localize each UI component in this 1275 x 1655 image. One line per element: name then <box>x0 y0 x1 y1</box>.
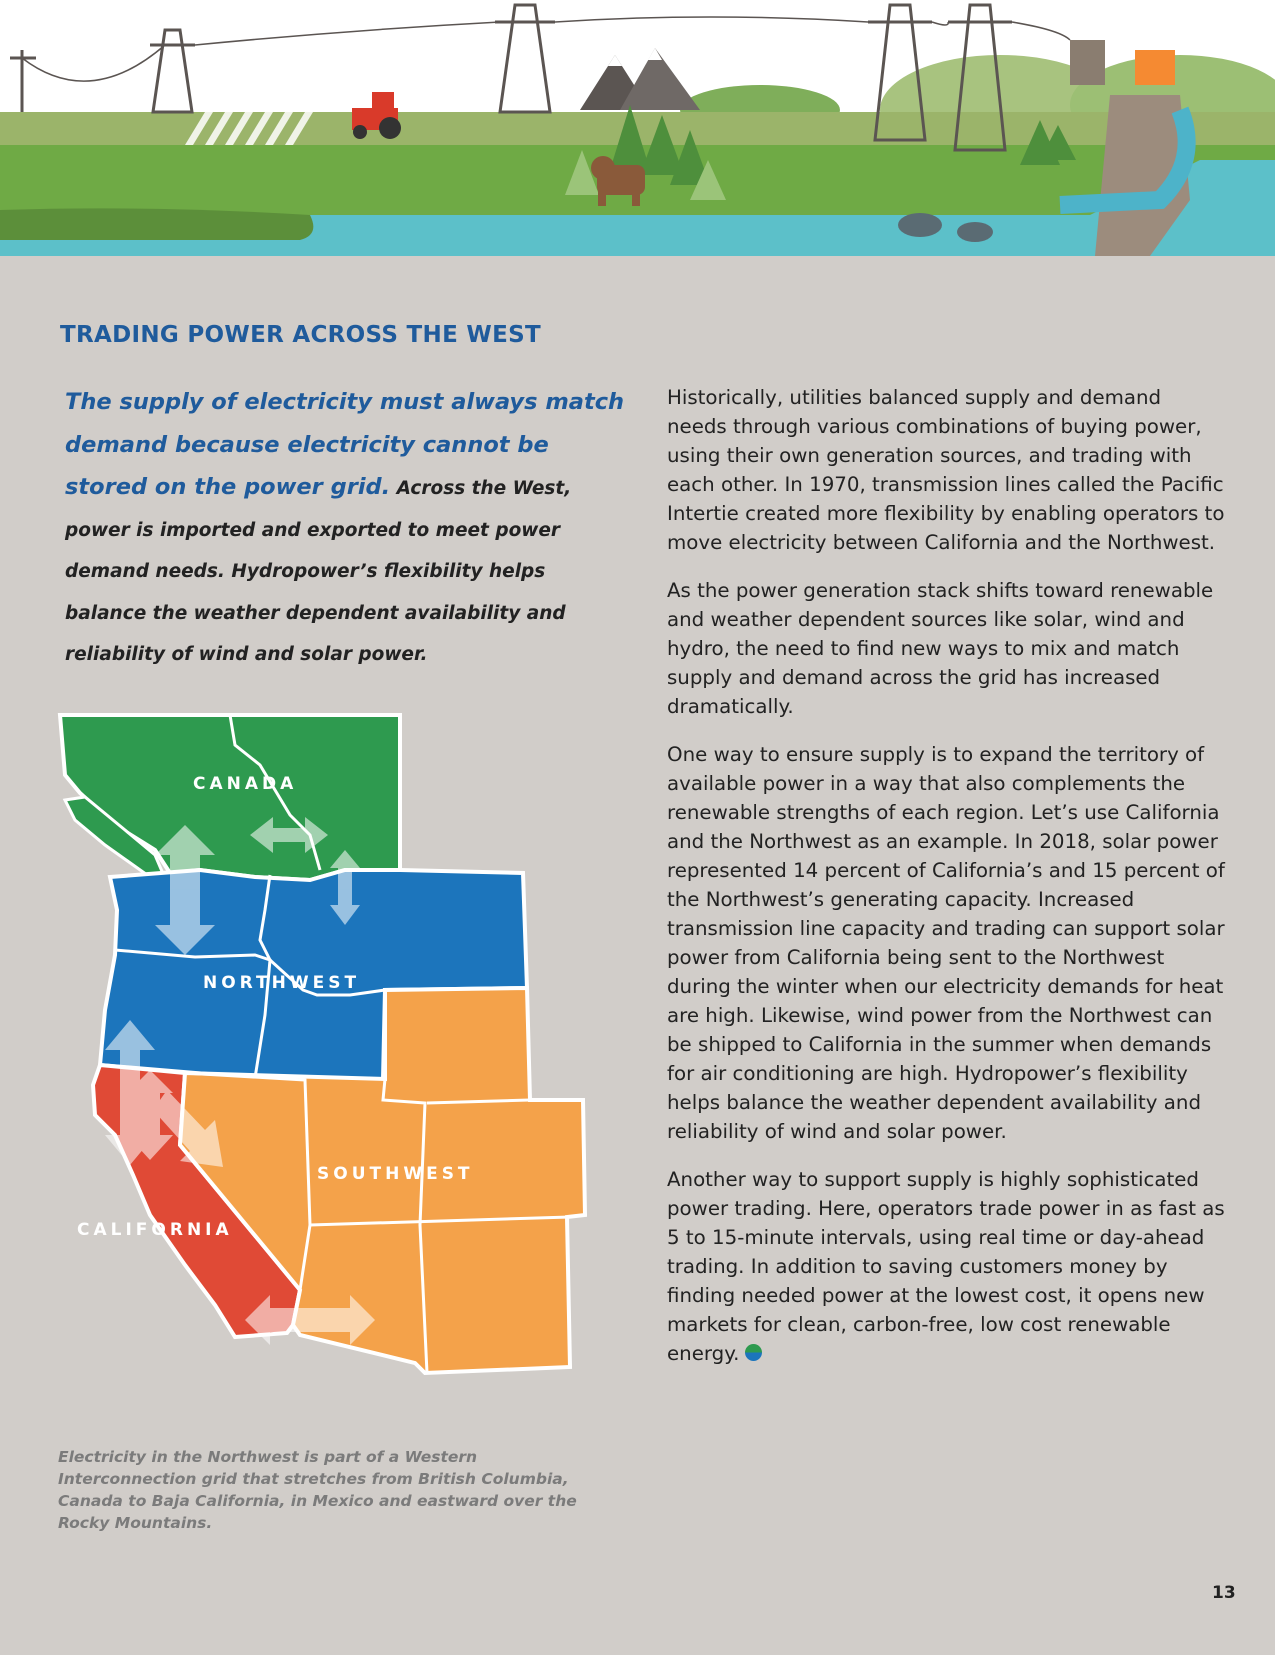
body-paragraph-2: As the power generation stack shifts toward renewable and weather dependent sources like solar, wind and hydro, the need to find new ways to mix and match supply and demand across the grid has increased dramatically. <box>667 579 1214 718</box>
header-illustration <box>0 0 1275 256</box>
body-paragraph-4 <box>667 1165 1227 1368</box>
label-canada: CANADA <box>193 774 298 794</box>
intro-body: Across the West, power is imported and exported to meet power demand needs. Hydropower’s flexibility helps balance the weather dependent availability and reliability of wind and solar power. <box>65 478 572 665</box>
western-interconnection-map <box>55 705 615 1395</box>
label-southwest: SOUTHWEST <box>317 1164 474 1184</box>
page-title: TRADING POWER ACROSS THE WEST <box>60 322 541 348</box>
intro-paragraph <box>65 382 625 676</box>
body-paragraph-3: One way to ensure supply is to expand the territory of available power in a way that also complements the renewable strengths of each region. Let’s use California and the Northwest as an example. In 2018, solar power represented 14 percent of California’s and 15 percent of the Northwest’s generating capacity. Increased transmission line capacity and trading can support solar power from California being sent to the Northwest during the winter when our electricity demands for heat are high. Likewise, wind power from the Northwest can be shipped to California in the summer when demands for air conditioning are high. Hydropower’s flexibility helps balance the weather dependent availability and reliability of wind and solar power. <box>667 743 1225 1143</box>
map-caption: Electricity in the Northwest is part of a Western Interconnection grid that stretches from British Columbia, Canada to Baja California, in Mexico and eastward over the Rocky Mountains. <box>58 1448 577 1532</box>
label-california: CALIFORNIA <box>77 1220 233 1240</box>
end-mark-icon <box>745 1344 762 1361</box>
label-northwest: NORTHWEST <box>203 973 361 993</box>
page-number: 13 <box>1212 1583 1236 1603</box>
body-text-column <box>667 383 1227 1387</box>
body-paragraph-1: Historically, utilities balanced supply and demand needs through various combinations of buying power, using their own generation sources, and trading with each other. In 1970, transmission lines called the Pacific Intertie created more flexibility by enabling operators to move electricity between California and the Northwest. <box>667 386 1225 554</box>
body-paragraph-4-text: Another way to support supply is highly sophisticated power trading. Here, operators trade power in as fast as 5 to 15-minute intervals, using real time or day-ahead trading. In addition to saving customers money by finding needed power at the lowest cost, it opens new markets for clean, carbon-free, low cost renewable energy. <box>667 1168 1225 1365</box>
intro-lead: The supply of electricity must always match demand because electricity cannot be stored on the power grid. <box>65 389 625 500</box>
